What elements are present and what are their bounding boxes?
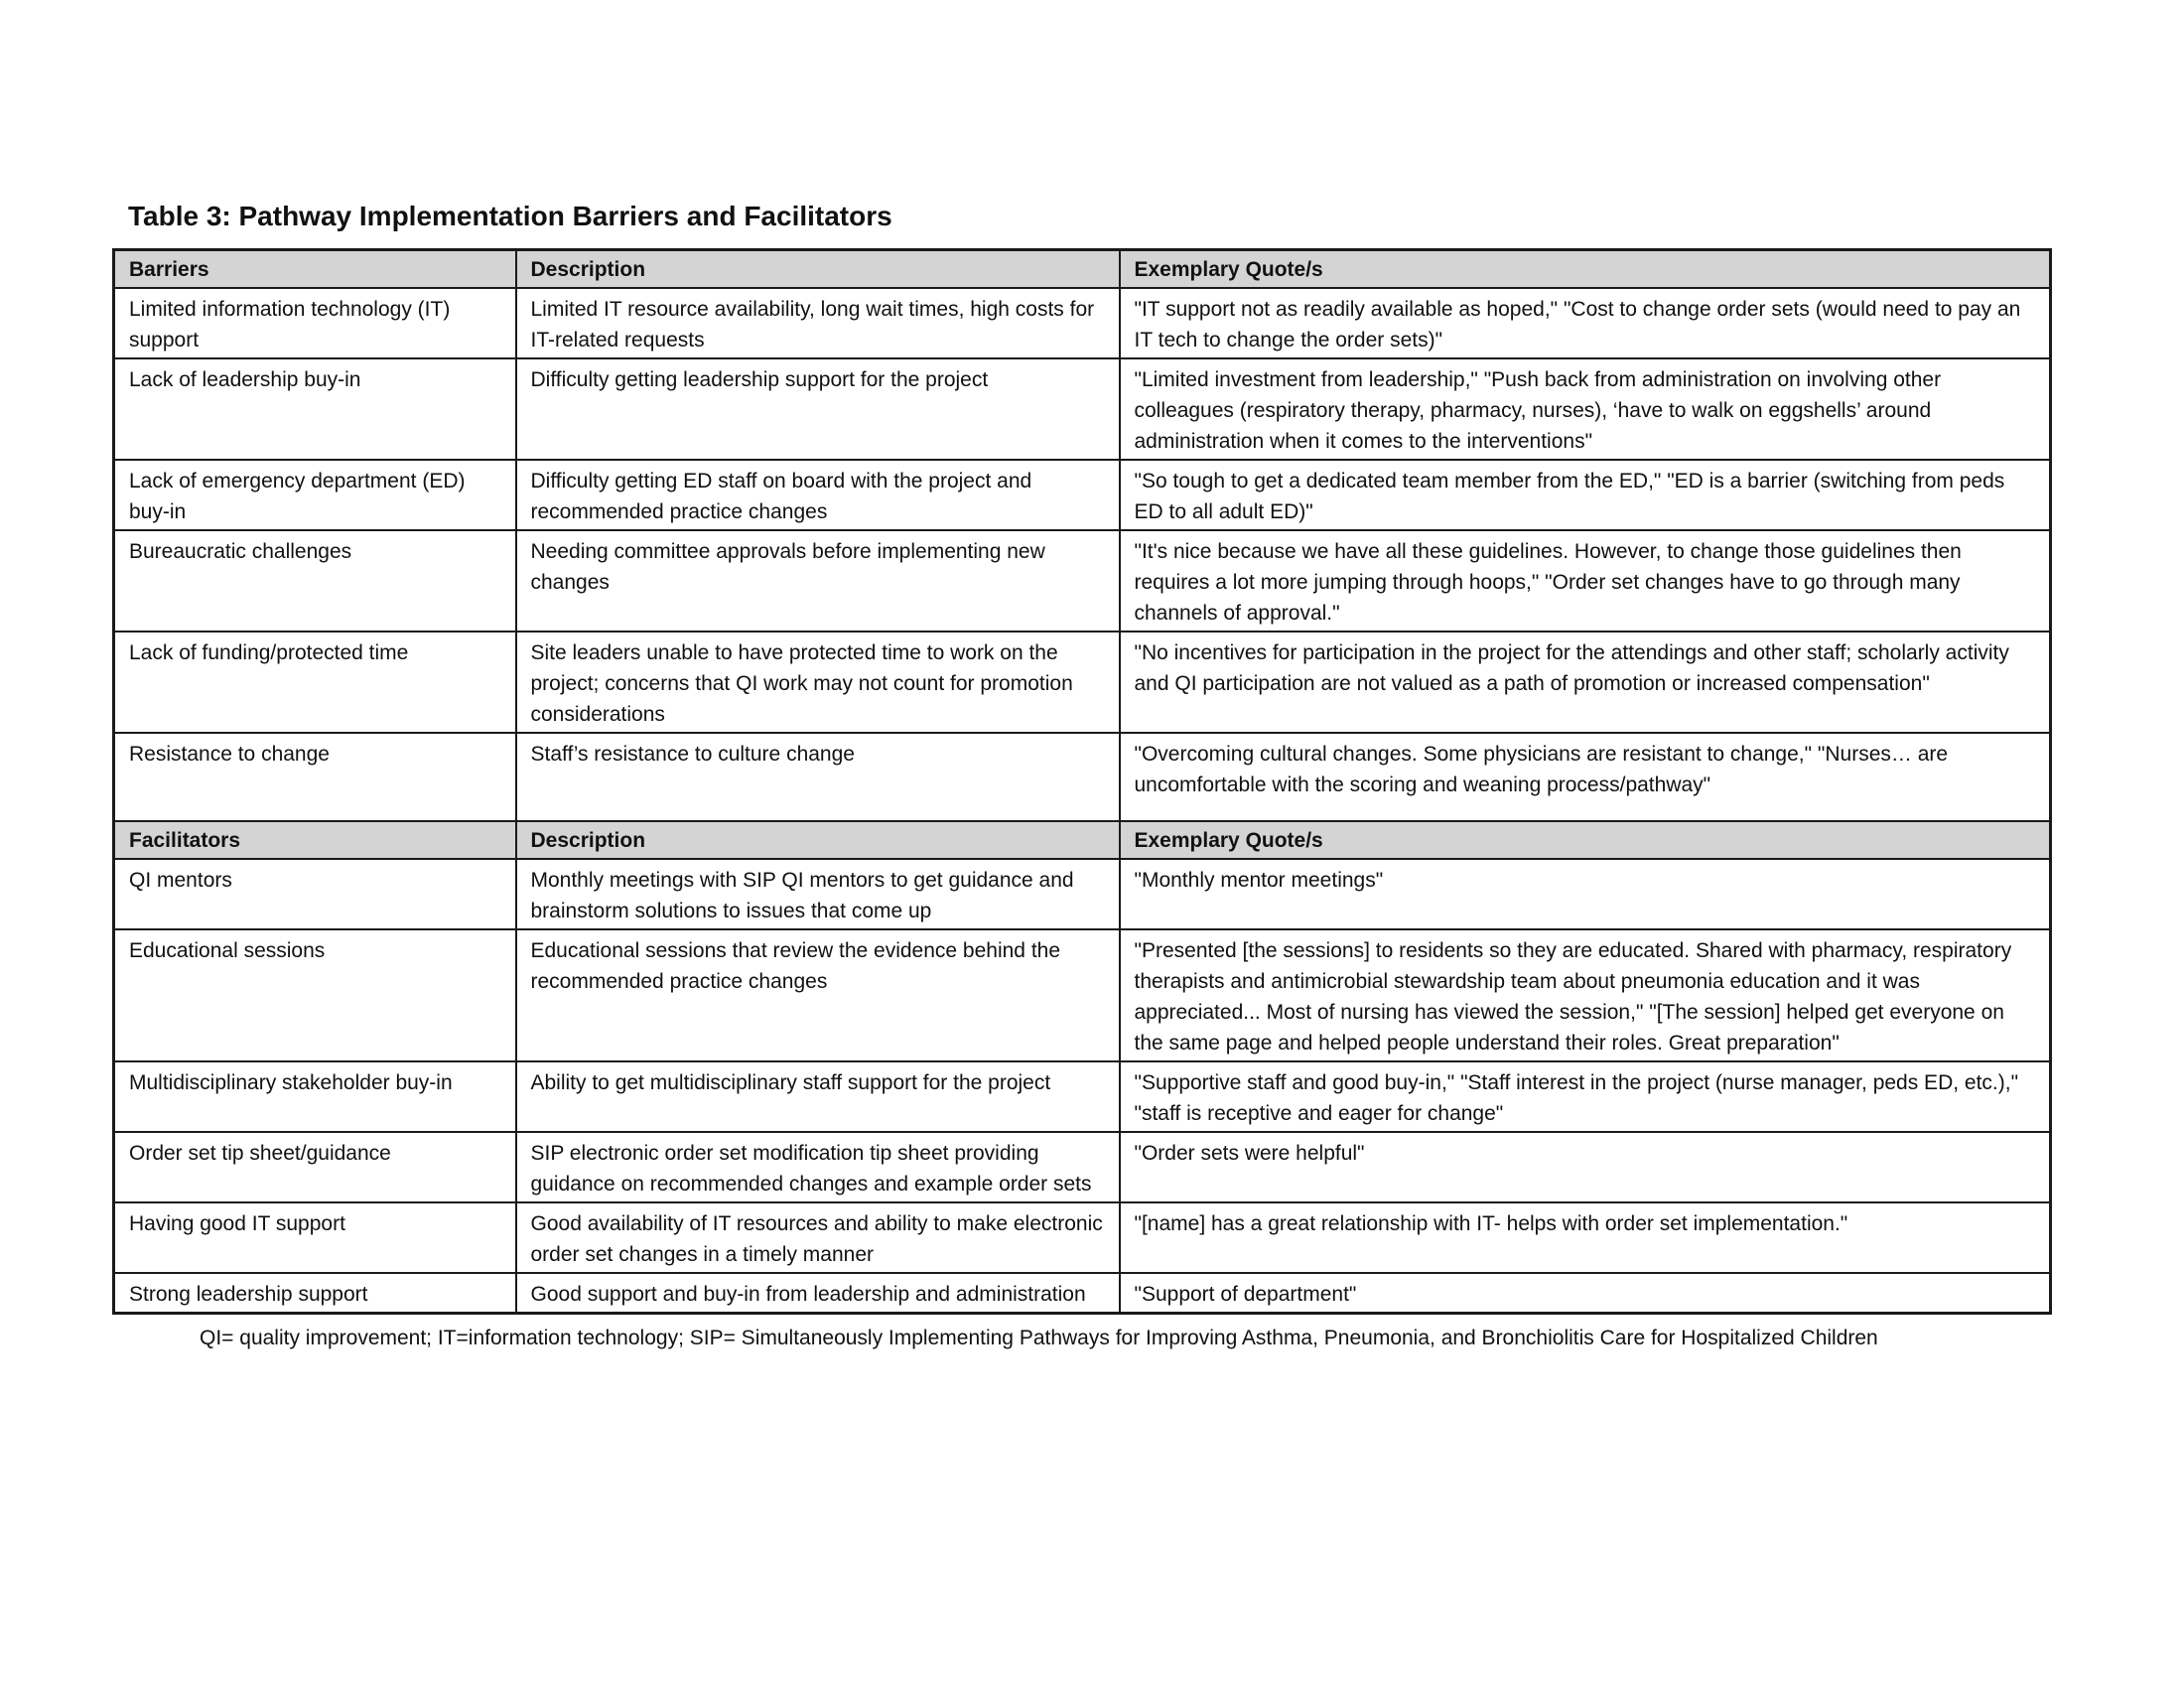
table-row — [114, 733, 2051, 821]
facilitator-name: Multidisciplinary stakeholder buy-in — [114, 1061, 516, 1132]
header-cell: Exemplary Quote/s — [1120, 250, 2051, 289]
facilitator-quote: "Order sets were helpful" — [1120, 1132, 2051, 1202]
facilitator-description: Good support and buy-in from leadership and administration — [516, 1273, 1120, 1314]
header-cell: Barriers — [114, 250, 516, 289]
facilitator-quote: "Support of department" — [1120, 1273, 2051, 1314]
facilitator-name: Educational sessions — [114, 929, 516, 1061]
table-row — [114, 530, 2051, 632]
table-footnote: QI= quality improvement; IT=information technology; SIP= Simultaneously Implementing Pathways for Improving Asthma, Pneumonia, and Bronchiolitis Care for Hospitalized Children — [200, 1327, 1878, 1349]
facilitator-name: Having good IT support — [114, 1202, 516, 1273]
barrier-name: Limited information technology (IT) support — [114, 288, 516, 358]
barriers-facilitators-table — [112, 248, 2052, 1315]
header-cell: Facilitators — [114, 821, 516, 859]
table-row — [114, 288, 2051, 358]
table-row — [114, 1132, 2051, 1202]
barrier-description: Needing committee approvals before implementing new changes — [516, 530, 1120, 632]
facilitator-quote: "Monthly mentor meetings" — [1120, 859, 2051, 929]
facilitator-name: QI mentors — [114, 859, 516, 929]
facilitator-description: Monthly meetings with SIP QI mentors to get guidance and brainstorm solutions to issues that come up — [516, 859, 1120, 929]
barrier-description: Staff’s resistance to culture change — [516, 733, 1120, 821]
facilitator-description: SIP electronic order set modification tip sheet providing guidance on recommended changes and example order sets — [516, 1132, 1120, 1202]
barrier-description: Site leaders unable to have protected time to work on the project; concerns that QI work may not count for promotion considerations — [516, 632, 1120, 733]
table-row — [114, 1202, 2051, 1273]
facilitator-quote: "Presented [the sessions] to residents so they are educated. Shared with pharmacy, respiratory therapists and antimicrobial stewardship team about pneumonia education and it was appreciated... Most of nursing has viewed the session," "[The session] helped get everyone on the same page and helped people understand their roles. Great preparation" — [1120, 929, 2051, 1061]
header-cell: Description — [516, 250, 1120, 289]
facilitator-description: Educational sessions that review the evidence behind the recommended practice changes — [516, 929, 1120, 1061]
barrier-description: Difficulty getting leadership support for the project — [516, 358, 1120, 460]
table-row — [114, 1273, 2051, 1314]
table-row — [114, 460, 2051, 530]
barrier-description: Difficulty getting ED staff on board with the project and recommended practice changes — [516, 460, 1120, 530]
barrier-name: Lack of emergency department (ED) buy-in — [114, 460, 516, 530]
facilitator-description: Ability to get multidisciplinary staff support for the project — [516, 1061, 1120, 1132]
facilitator-description: Good availability of IT resources and ability to make electronic order set changes in a timely manner — [516, 1202, 1120, 1273]
table-row — [114, 358, 2051, 460]
facilitators-header-row — [114, 821, 2051, 859]
table-row — [114, 1061, 2051, 1132]
barrier-quote: "Overcoming cultural changes. Some physicians are resistant to change," "Nurses… are uncomfortable with the scoring and weaning process/pathway" — [1120, 733, 2051, 821]
header-cell: Description — [516, 821, 1120, 859]
barriers-header-row — [114, 250, 2051, 289]
barrier-name: Bureaucratic challenges — [114, 530, 516, 632]
table-container — [112, 199, 2049, 1353]
table-row — [114, 929, 2051, 1061]
barrier-quote: "IT support not as readily available as hoped," "Cost to change order sets (would need to pay an IT tech to change the order sets)" — [1120, 288, 2051, 358]
barrier-name: Lack of funding/protected time — [114, 632, 516, 733]
table-title: Table 3: Pathway Implementation Barriers and Facilitators — [128, 201, 892, 231]
header-cell: Exemplary Quote/s — [1120, 821, 2051, 859]
barrier-quote: "It's nice because we have all these guidelines. However, to change those guidelines then requires a lot more jumping through hoops," "Order set changes have to go through many channels of approval." — [1120, 530, 2051, 632]
barrier-quote: "So tough to get a dedicated team member from the ED," "ED is a barrier (switching from peds ED to all adult ED)" — [1120, 460, 2051, 530]
facilitator-name: Order set tip sheet/guidance — [114, 1132, 516, 1202]
facilitator-name: Strong leadership support — [114, 1273, 516, 1314]
facilitator-quote: "[name] has a great relationship with IT- helps with order set implementation." — [1120, 1202, 2051, 1273]
facilitator-quote: "Supportive staff and good buy-in," "Staff interest in the project (nurse manager, peds ED, etc.)," "staff is receptive and eager for change" — [1120, 1061, 2051, 1132]
barrier-name: Resistance to change — [114, 733, 516, 821]
barrier-quote: "Limited investment from leadership," "Push back from administration on involving other colleagues (respiratory therapy, pharmacy, nurses), ‘have to walk on eggshells’ around administration when it comes to the interventions" — [1120, 358, 2051, 460]
barrier-name: Lack of leadership buy-in — [114, 358, 516, 460]
table-row — [114, 859, 2051, 929]
barrier-description: Limited IT resource availability, long wait times, high costs for IT-related requests — [516, 288, 1120, 358]
table-row — [114, 632, 2051, 733]
barrier-quote: "No incentives for participation in the project for the attendings and other staff; scholarly activity and QI participation are not valued as a path of promotion or increased compensation" — [1120, 632, 2051, 733]
